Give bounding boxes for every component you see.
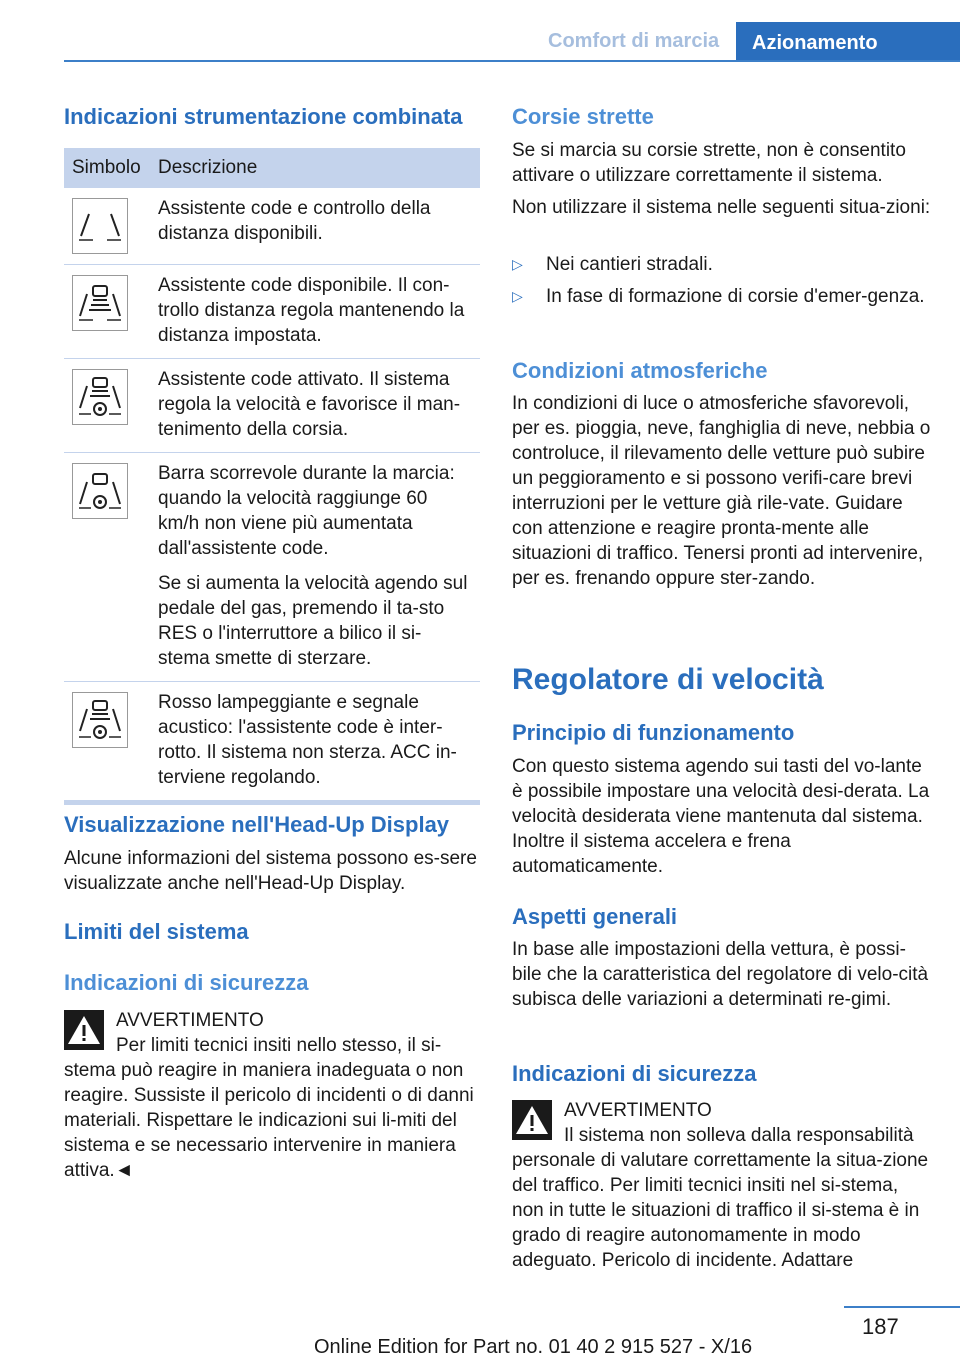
hud-title: Visualizzazione nell'Head-Up Display <box>64 812 450 837</box>
warning-label-left: AVVERTIMENTO <box>116 1010 264 1031</box>
warning-icon <box>64 1010 104 1050</box>
footer-rule <box>844 1306 960 1308</box>
car-steering-red-icon <box>72 692 128 748</box>
general-text: In base alle impostazioni della vettura, è possi-bile che la caratteristica del regolatore di velo-cità subisca delle variazioni a determinati re-gimi. <box>512 939 929 1010</box>
car-lanes-icon <box>72 275 128 331</box>
warning-block-right <box>512 1098 932 1273</box>
table-row <box>64 453 480 682</box>
warning-text-right: personale di valutare correttamente la situa-zione del traffico. Per limiti tecnici insiti nel si-stema, non in tutte le situazioni di traffico il si-stema è in grado di reagire autonomamente in modo adeguato. Pericolo di incidente. Adattare <box>512 1150 929 1271</box>
safety-title-right: Indicazioni di sicurezza <box>512 1061 757 1086</box>
header-rule <box>64 60 960 62</box>
table-row <box>64 188 480 265</box>
warning-icon <box>512 1100 552 1140</box>
avoid-text: Non utilizzare il sistema nelle seguenti situa-zioni: <box>512 197 931 218</box>
symbols-table <box>64 148 480 805</box>
table-title: Indicazioni strumentazione combinata <box>64 104 463 129</box>
bullet-triangle-icon: ▷ <box>512 256 523 272</box>
warning-first-right: Il sistema non solleva dalla responsabilità <box>564 1125 914 1146</box>
col-header-description: Descrizione <box>150 148 480 188</box>
row-description: Assistente code attivato. Il sistema regola la velocità e favorisce il man-tenimento della corsia. <box>158 369 461 440</box>
chapter-tab[interactable]: Azionamento <box>736 22 960 60</box>
lane-lines-icon <box>72 198 128 254</box>
row-description: Rosso lampeggiante e segnale acustico: l'assistente code è inter-rotto. Il sistema non sterza. ACC in-terviene regolando. <box>158 692 457 788</box>
page-number: 187 <box>862 1314 899 1339</box>
table-row <box>64 265 480 359</box>
safety-title-left: Indicazioni di sicurezza <box>64 970 309 995</box>
warning-block-left <box>64 1008 480 1183</box>
principle-title: Principio di funzionamento <box>512 720 795 745</box>
row-description-extra: Se si aumenta la velocità agendo sul pedale del gas, premendo il ta-sto RES o l'interruttore a bilico il si-stema smette di sterzare. <box>158 573 468 669</box>
table-row <box>64 682 480 803</box>
row-description: Barra scorrevole durante la marcia: quando la velocità raggiunge 60 km/h non viene più aumentata dall'assistente code. <box>158 463 455 559</box>
warning-first-left: Per limiti tecnici insiti nello stesso, il si- <box>116 1035 442 1056</box>
col-header-symbol: Simbolo <box>64 148 150 188</box>
weather-text: In condizioni di luce o atmosferiche sfavorevoli, per es. pioggia, neve, fanghiglia di neve, nebbia o controluce, il rilevamento delle vetture può subire un peggioramento e si possono verifi-care brevi interruzioni per le vetture già rile-vate. Guidare con attenzione e reagire pronta-mente alle situazioni di traffico. Tenersi pronti ad intervenire, per es. frenando oppure ster-zando. <box>512 393 931 589</box>
weather-title: Condizioni atmosferiche <box>512 358 768 383</box>
row-description: Assistente code e controllo della distanza disponibili. <box>158 198 431 244</box>
general-title: Aspetti generali <box>512 904 678 929</box>
list-item: ▷ In fase di formazione di corsie d'emer-genza. <box>512 286 925 307</box>
table-row <box>64 359 480 453</box>
hud-text: Alcune informazioni del sistema possono es-sere visualizzate anche nell'Head-Up Display. <box>64 848 477 894</box>
car-steering-outline-icon <box>72 463 128 519</box>
narrow-title: Corsie strette <box>512 104 654 129</box>
narrow-text: Se si marcia su corsie strette, non è consentito attivare o utilizzare correttamente il sistema. <box>512 140 906 186</box>
section-tab[interactable]: Comfort di marcia <box>548 30 720 52</box>
list-item: ▷ Nei cantieri stradali. <box>512 254 713 275</box>
limits-title: Limiti del sistema <box>64 919 249 944</box>
principle-text: Con questo sistema agendo sui tasti del vo-lante è possibile impostare una velocità desi-derata. La velocità desiderata viene mantenuta dal sistema. Inoltre il sistema accelera e frena automaticamente. <box>512 756 930 877</box>
warning-label-right: AVVERTIMENTO <box>564 1100 712 1121</box>
edition-text: Online Edition for Part no. 01 40 2 915 527 - X/16 <box>314 1336 753 1358</box>
warning-text-left: stema può reagire in maniera inadeguata o non reagire. Sussiste il pericolo di incidenti o di danni materiali. Rispettare le indicazioni sui li-miti del sistema e se necessario intervenire in maniera attiva.◄ <box>64 1060 474 1181</box>
car-steering-icon <box>72 369 128 425</box>
row-description: Assistente code disponibile. Il con-trollo distanza regola mantenendo la distanza impostata. <box>158 275 465 346</box>
cruise-title: Regolatore di velocità <box>512 663 824 696</box>
page-header <box>0 0 960 62</box>
bullet-triangle-icon: ▷ <box>512 288 523 304</box>
